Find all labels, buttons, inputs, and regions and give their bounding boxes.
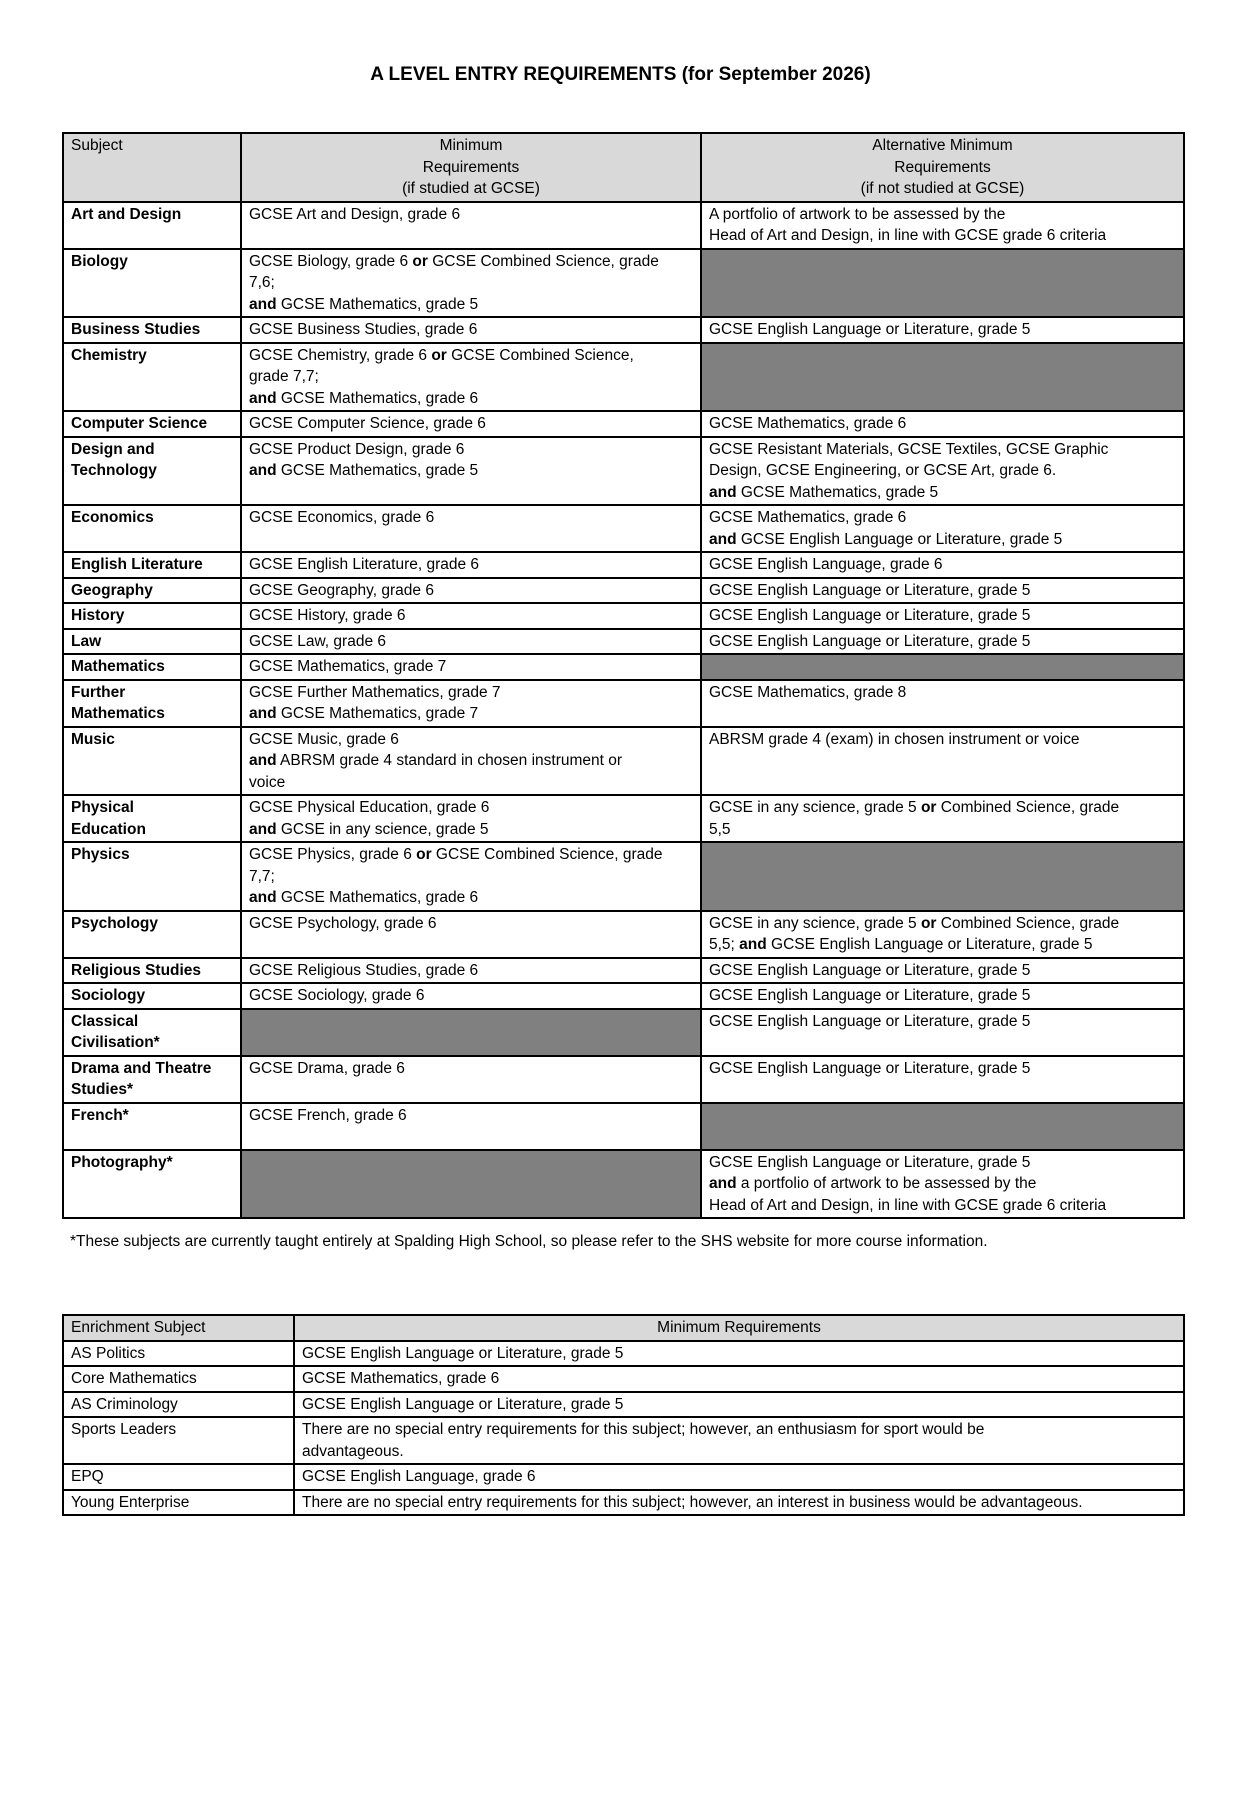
minimum-requirements-cell: GCSE Religious Studies, grade 6 bbox=[241, 958, 701, 984]
table-row bbox=[63, 578, 1184, 604]
minimum-requirements-cell: GCSE Economics, grade 6 bbox=[241, 505, 701, 552]
header-alternative-minimum-requirements: Alternative Minimum Requirements (if not studied at GCSE) bbox=[701, 133, 1184, 202]
alternative-requirements-cell: GCSE English Language or Literature, grade 5 and a portfolio of artwork to be assessed by the Head of Art and Design, in line with GCSE grade 6 criteria bbox=[701, 1150, 1184, 1219]
subject-cell: Art and Design bbox=[63, 202, 241, 249]
table-row bbox=[63, 603, 1184, 629]
subject-cell: Law bbox=[63, 629, 241, 655]
subject-cell: Mathematics bbox=[63, 654, 241, 680]
minimum-requirements-cell bbox=[241, 1009, 701, 1056]
enrichment-requirements-cell: GCSE English Language, grade 6 bbox=[294, 1464, 1184, 1490]
alternative-requirements-cell: GCSE Mathematics, grade 6 bbox=[701, 411, 1184, 437]
table-row bbox=[63, 437, 1184, 506]
table-row bbox=[63, 629, 1184, 655]
table-row bbox=[63, 249, 1184, 318]
subject-cell: Physics bbox=[63, 842, 241, 911]
subject-cell: Design and Technology bbox=[63, 437, 241, 506]
minimum-requirements-cell: GCSE Music, grade 6 and ABRSM grade 4 standard in chosen instrument or voice bbox=[241, 727, 701, 796]
alternative-requirements-cell: GCSE Mathematics, grade 6 and GCSE English Language or Literature, grade 5 bbox=[701, 505, 1184, 552]
alternative-requirements-cell: GCSE Mathematics, grade 8 bbox=[701, 680, 1184, 727]
alternative-requirements-cell: GCSE English Language or Literature, grade 5 bbox=[701, 1056, 1184, 1103]
enrichment-row bbox=[63, 1341, 1184, 1367]
table-row bbox=[63, 983, 1184, 1009]
minimum-requirements-cell: GCSE Biology, grade 6 or GCSE Combined Science, grade 7,6; and GCSE Mathematics, grade 5 bbox=[241, 249, 701, 318]
alternative-requirements-cell: GCSE English Language, grade 6 bbox=[701, 552, 1184, 578]
subject-cell: Classical Civilisation* bbox=[63, 1009, 241, 1056]
alternative-requirements-cell: GCSE English Language or Literature, grade 5 bbox=[701, 578, 1184, 604]
subject-cell: Geography bbox=[63, 578, 241, 604]
minimum-requirements-cell: GCSE Computer Science, grade 6 bbox=[241, 411, 701, 437]
alternative-requirements-cell: ABRSM grade 4 (exam) in chosen instrument or voice bbox=[701, 727, 1184, 796]
enrichment-requirements-cell: There are no special entry requirements for this subject; however, an enthusiasm for sport would be advantageous. bbox=[294, 1417, 1184, 1464]
table-row bbox=[63, 317, 1184, 343]
minimum-requirements-cell: GCSE Mathematics, grade 7 bbox=[241, 654, 701, 680]
alternative-requirements-cell bbox=[701, 654, 1184, 680]
enrichment-table bbox=[62, 1314, 1185, 1516]
minimum-requirements-cell bbox=[241, 1150, 701, 1219]
alternative-requirements-cell bbox=[701, 1103, 1184, 1150]
table-row bbox=[63, 505, 1184, 552]
alternative-requirements-cell bbox=[701, 249, 1184, 318]
minimum-requirements-cell: GCSE History, grade 6 bbox=[241, 603, 701, 629]
table-row bbox=[63, 680, 1184, 727]
table-row bbox=[63, 727, 1184, 796]
minimum-requirements-cell: GCSE Further Mathematics, grade 7 and GCSE Mathematics, grade 7 bbox=[241, 680, 701, 727]
table-row bbox=[63, 411, 1184, 437]
enrichment-subject-cell: AS Criminology bbox=[63, 1392, 294, 1418]
table-row bbox=[63, 552, 1184, 578]
alternative-requirements-cell: GCSE English Language or Literature, grade 5 bbox=[701, 1009, 1184, 1056]
table-row bbox=[63, 343, 1184, 412]
footnote: *These subjects are currently taught entirely at Spalding High School, so please refer to the SHS website for more course information. bbox=[70, 1233, 988, 1250]
enrichment-subject-cell: Young Enterprise bbox=[63, 1490, 294, 1516]
subject-cell: Computer Science bbox=[63, 411, 241, 437]
subject-cell: Drama and Theatre Studies* bbox=[63, 1056, 241, 1103]
table-row bbox=[63, 1150, 1184, 1219]
header-enrichment-subject: Enrichment Subject bbox=[63, 1315, 294, 1341]
subject-cell: Further Mathematics bbox=[63, 680, 241, 727]
alternative-requirements-cell: GCSE English Language or Literature, grade 5 bbox=[701, 317, 1184, 343]
enrichment-requirements-cell: There are no special entry requirements for this subject; however, an interest in business would be advantageous. bbox=[294, 1490, 1184, 1516]
minimum-requirements-cell: GCSE Sociology, grade 6 bbox=[241, 983, 701, 1009]
minimum-requirements-cell: GCSE Geography, grade 6 bbox=[241, 578, 701, 604]
minimum-requirements-cell: GCSE Physical Education, grade 6 and GCSE in any science, grade 5 bbox=[241, 795, 701, 842]
alternative-requirements-cell bbox=[701, 343, 1184, 412]
subject-cell: Psychology bbox=[63, 911, 241, 958]
subject-cell: Physical Education bbox=[63, 795, 241, 842]
table-row bbox=[63, 795, 1184, 842]
subject-cell: Biology bbox=[63, 249, 241, 318]
header-minimum-requirements: Minimum Requirements (if studied at GCSE) bbox=[241, 133, 701, 202]
minimum-requirements-cell: GCSE Business Studies, grade 6 bbox=[241, 317, 701, 343]
minimum-requirements-cell: GCSE English Literature, grade 6 bbox=[241, 552, 701, 578]
subject-cell: Business Studies bbox=[63, 317, 241, 343]
alternative-requirements-cell bbox=[701, 842, 1184, 911]
enrichment-header-row bbox=[63, 1315, 1184, 1341]
enrichment-row bbox=[63, 1464, 1184, 1490]
enrichment-row bbox=[63, 1490, 1184, 1516]
table-row bbox=[63, 911, 1184, 958]
subject-cell: Chemistry bbox=[63, 343, 241, 412]
alternative-requirements-cell: GCSE in any science, grade 5 or Combined Science, grade 5,5; and GCSE English Language or Literature, grade 5 bbox=[701, 911, 1184, 958]
subject-cell: French* bbox=[63, 1103, 241, 1150]
minimum-requirements-cell: GCSE Psychology, grade 6 bbox=[241, 911, 701, 958]
minimum-requirements-cell: GCSE Product Design, grade 6 and GCSE Mathematics, grade 5 bbox=[241, 437, 701, 506]
minimum-requirements-cell: GCSE Chemistry, grade 6 or GCSE Combined Science, grade 7,7; and GCSE Mathematics, grade 6 bbox=[241, 343, 701, 412]
entry-requirements-body bbox=[63, 202, 1184, 1219]
subject-cell: Music bbox=[63, 727, 241, 796]
subject-cell: History bbox=[63, 603, 241, 629]
enrichment-requirements-cell: GCSE Mathematics, grade 6 bbox=[294, 1366, 1184, 1392]
subject-cell: Religious Studies bbox=[63, 958, 241, 984]
header-enrichment-minimum-requirements: Minimum Requirements bbox=[294, 1315, 1184, 1341]
enrichment-row bbox=[63, 1392, 1184, 1418]
subject-cell: Photography* bbox=[63, 1150, 241, 1219]
enrichment-body bbox=[63, 1341, 1184, 1516]
document-page bbox=[0, 64, 1241, 1819]
alternative-requirements-cell: GCSE English Language or Literature, grade 5 bbox=[701, 603, 1184, 629]
table-row bbox=[63, 202, 1184, 249]
table-row bbox=[63, 842, 1184, 911]
entry-requirements-header-row bbox=[63, 133, 1184, 202]
subject-cell: Sociology bbox=[63, 983, 241, 1009]
alternative-requirements-cell: GCSE English Language or Literature, grade 5 bbox=[701, 958, 1184, 984]
table-row bbox=[63, 654, 1184, 680]
alternative-requirements-cell: GCSE English Language or Literature, grade 5 bbox=[701, 983, 1184, 1009]
minimum-requirements-cell: GCSE Physics, grade 6 or GCSE Combined Science, grade 7,7; and GCSE Mathematics, grade 6 bbox=[241, 842, 701, 911]
enrichment-subject-cell: AS Politics bbox=[63, 1341, 294, 1367]
enrichment-requirements-cell: GCSE English Language or Literature, grade 5 bbox=[294, 1392, 1184, 1418]
alternative-requirements-cell: GCSE English Language or Literature, grade 5 bbox=[701, 629, 1184, 655]
minimum-requirements-cell: GCSE Art and Design, grade 6 bbox=[241, 202, 701, 249]
alternative-requirements-cell: GCSE Resistant Materials, GCSE Textiles, GCSE Graphic Design, GCSE Engineering, or GCSE Art, grade 6. and GCSE Mathematics, grade 5 bbox=[701, 437, 1184, 506]
alternative-requirements-cell: GCSE in any science, grade 5 or Combined Science, grade 5,5 bbox=[701, 795, 1184, 842]
entry-requirements-table bbox=[62, 132, 1185, 1219]
enrichment-row bbox=[63, 1366, 1184, 1392]
header-subject: Subject bbox=[63, 133, 241, 202]
enrichment-requirements-cell: GCSE English Language or Literature, grade 5 bbox=[294, 1341, 1184, 1367]
table-row bbox=[63, 958, 1184, 984]
minimum-requirements-cell: GCSE Drama, grade 6 bbox=[241, 1056, 701, 1103]
enrichment-subject-cell: Core Mathematics bbox=[63, 1366, 294, 1392]
minimum-requirements-cell: GCSE French, grade 6 bbox=[241, 1103, 701, 1150]
minimum-requirements-cell: GCSE Law, grade 6 bbox=[241, 629, 701, 655]
table-row bbox=[63, 1009, 1184, 1056]
subject-cell: English Literature bbox=[63, 552, 241, 578]
alternative-requirements-cell: A portfolio of artwork to be assessed by the Head of Art and Design, in line with GCSE grade 6 criteria bbox=[701, 202, 1184, 249]
enrichment-subject-cell: Sports Leaders bbox=[63, 1417, 294, 1464]
enrichment-row bbox=[63, 1417, 1184, 1464]
enrichment-subject-cell: EPQ bbox=[63, 1464, 294, 1490]
subject-cell: Economics bbox=[63, 505, 241, 552]
table-row bbox=[63, 1056, 1184, 1103]
table-row bbox=[63, 1103, 1184, 1150]
page-title: A LEVEL ENTRY REQUIREMENTS (for September 2026) bbox=[370, 64, 871, 85]
